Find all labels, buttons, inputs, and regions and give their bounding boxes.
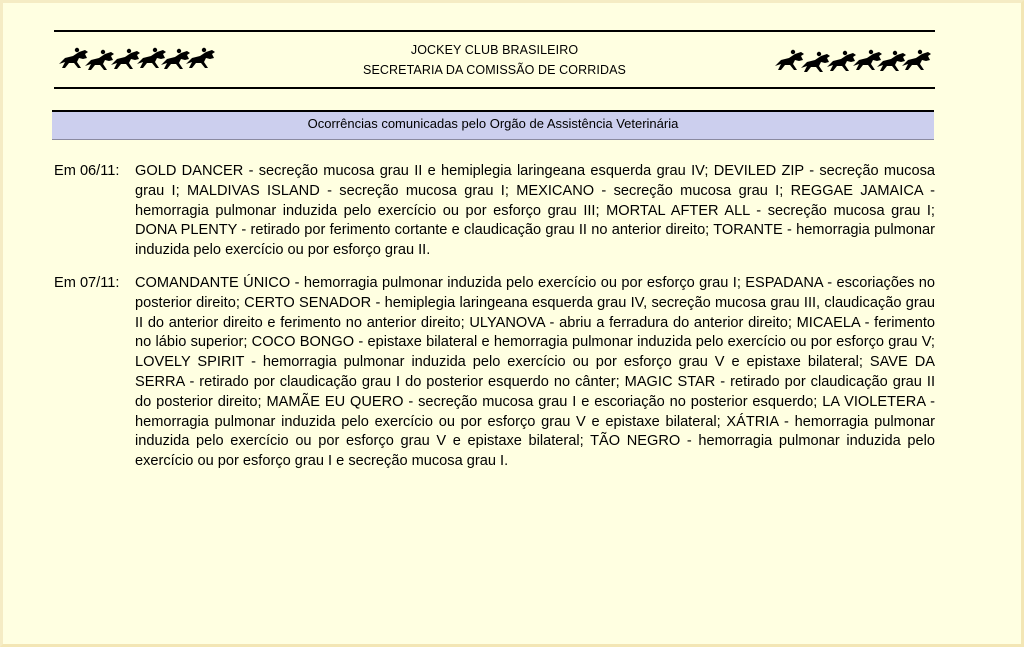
document-header (54, 30, 935, 89)
header-line-secretariat: SECRETARIA DA COMISSÃO DE CORRIDAS (363, 63, 626, 77)
occurrence-entry (54, 274, 935, 472)
header-line-club: JOCKEY CLUB BRASILEIRO (410, 43, 579, 57)
occurrence-entry (54, 162, 935, 261)
entry-date: Em 07/11: (54, 275, 120, 291)
section-banner (52, 110, 934, 140)
entry-text: COMANDANTE ÚNICO - hemorragia pulmonar induzida pelo exercício ou por esforço grau I; ESPADANA - escoriações no posterior direito; CERTO SENADOR - hemiplegia laringeana esquerda grau IV, secreção mucosa grau III, claudicação grau II do anterior direito e ferimento no anterior direito; ULYANOVA - abriu a ferradura do anterior direito; MICAELA - ferimento no lábio superior; COCO BONGO - epistaxe bilateral e hemorragia pulmonar induzida pelo exercício ou por esforço grau V; LOVELY SPIRIT - hemorragia pulmonar induzida pelo exercício ou por esforço grau V e epistaxe bilateral; SAVE DA SERRA - retirado por claudicação grau I do posterior esquerdo no cânter; MAGIC STAR - retirado por claudicação grau II do posterior direito; MAMÃE EU QUERO - secreção mucosa grau I e escoriação no posterior esquerdo; LA VIOLETERA - hemorragia pulmonar induzida pelo exercício ou por esforço grau V e epistaxe bilateral; XÁTRIA - hemorragia pulmonar induzida pelo exercício ou por esforço grau V e epistaxe bilateral; TÃO NEGRO - hemorragia pulmonar induzida pelo exercício ou por esforço grau I e secreção mucosa grau I. (135, 275, 935, 470)
entry-text: GOLD DANCER - secreção mucosa grau II e hemiplegia laringeana esquerda grau IV; DEVILED ZIP - secreção mucosa grau I; MALDIVAS ISLAND - secreção mucosa grau I; MEXICANO - secreção mucosa grau I; REGGAE JAMAICA - hemorragia pulmonar induzida pelo exercício ou por esforço grau III; MORTAL AFTER ALL - secreção mucosa grau I; DONA PLENTY - retirado por ferimento cortante e claudicação grau II no anterior direito; TORANTE - hemorragia pulmonar induzida pelo exercício ou por esforço grau II. (135, 163, 935, 259)
section-title: Ocorrências comunicadas pelo Orgão de Assistência Veterinária (307, 116, 679, 131)
horse-icon (775, 50, 804, 70)
horse-icon (902, 50, 931, 70)
horse-icon (801, 52, 830, 72)
horse-icon (827, 51, 856, 71)
racing-horses-icon (773, 48, 933, 74)
horse-icon (853, 50, 882, 70)
entry-date: Em 06/11: (54, 163, 120, 179)
